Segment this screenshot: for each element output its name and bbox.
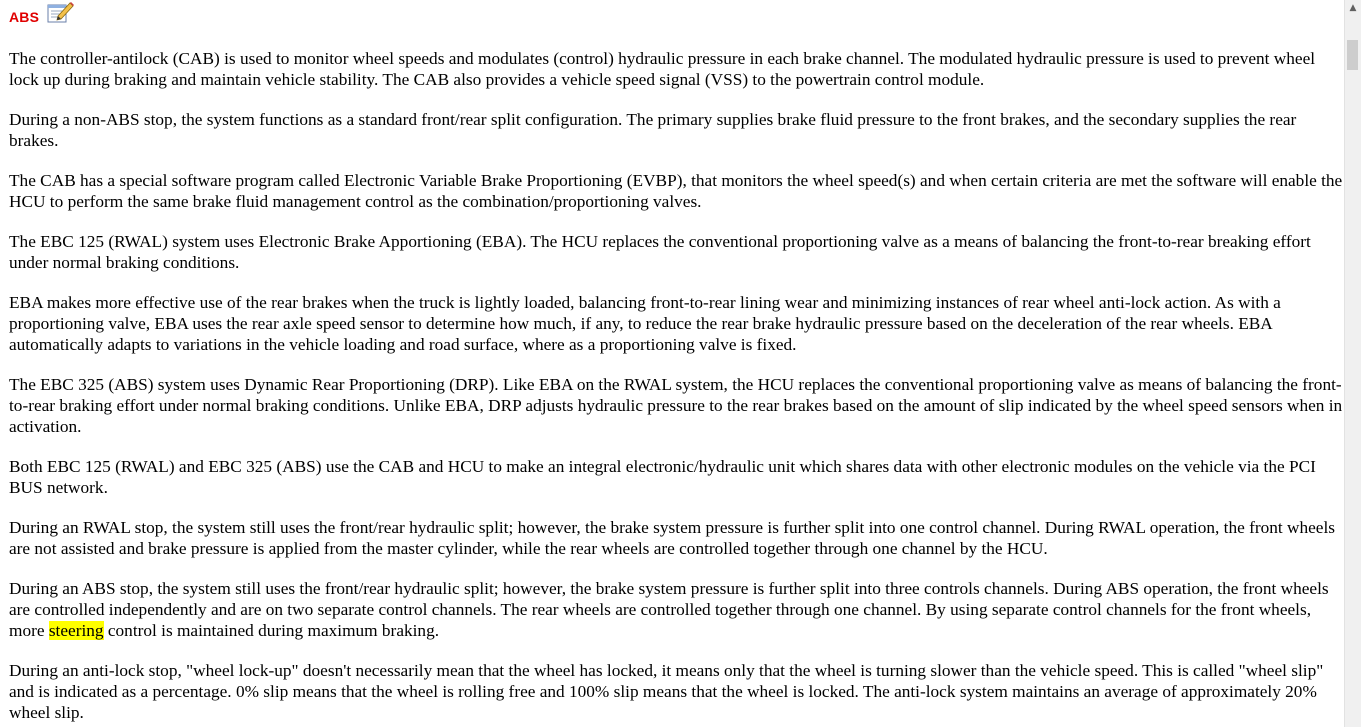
paragraph-ebc125: The EBC 125 (RWAL) system uses Electronic Brake Apportioning (EBA). The HCU replaces the conventional proportioning valve as a means of balancing the front-to-rear breaking effort under normal braking conditions. [9,232,1311,272]
section-header [9,0,1345,30]
paragraph-abs-stop [9,578,1345,641]
paragraph-anti-lock-stop: During an anti-lock stop, "wheel lock-up" doesn't necessarily mean that the wheel has locked, it means only that the wheel is turning slower than the vehicle speed. This is called "wheel slip" and is indicated as a percentage. 0% slip means that the wheel is rolling free and 100% slip means that the wheel is locked. The anti-lock system maintains an average of approximately 20% wheel slip. [9,661,1324,722]
paragraph-cab-overview: The controller-antilock (CAB) is used to monitor wheel speeds and modulates (control) hydraulic pressure in each brake channel. The modulated hydraulic pressure is used to prevent wheel lock up during braking and maintain vehicle stability. The CAB also provides a vehicle speed signal (VSS) to the powertrain control module. [9,49,1316,89]
paragraph-ebc325: The EBC 325 (ABS) system uses Dynamic Rear Proportioning (DRP). Like EBA on the RWAL system, the HCU replaces the conventional proportioning valve as means of balancing the front-to-rear braking effort under normal braking conditions. Unlike EBA, DRP adjusts hydraulic pressure to the rear brakes based on the amount of slip indicated by the wheel speed sensors when in activation. [9,375,1343,436]
search-highlight: steering [48,621,104,640]
notepad-icon[interactable] [45,0,75,24]
paragraph-eba: EBA makes more effective use of the rear brakes when the truck is lightly loaded, balancing front-to-rear lining wear and minimizing instances of rear wheel anti-lock action. As with a proportioning valve, EBA uses the rear axle speed sensor to determine how much, if any, to reduce the rear brake hydraulic pressure based on the deceleration of the rear wheels. EBA automatically adapts to variations in the vehicle loading and road surface, where as a proportioning valve is fixed. [9,293,1281,354]
paragraph-rwal-stop: During an RWAL stop, the system still uses the front/rear hydraulic split; however, the brake system pressure is further split into one control channel. During RWAL operation, the front wheels are not assisted and brake pressure is applied from the master cylinder, while the rear wheels are controlled together through one channel by the HCU. [9,518,1335,558]
abs-stop-text: During an ABS stop, the system still uses the front/rear hydraulic split; however, the brake system pressure is further split into three controls channels. During ABS operation, the front wheels are controlled independently and are on two separate control channels. The rear wheels are controlled together through one channel. By using separate control channels for the front wheels, more [9,579,1329,640]
paragraph-non-abs-stop: During a non-ABS stop, the system functions as a standard front/rear split configuration. The primary supplies brake fluid pressure to the front brakes, and the secondary supplies the rear brakes. [9,110,1297,150]
vertical-scrollbar[interactable] [1344,0,1361,727]
document-content [9,0,1345,727]
scrollbar-thumb[interactable] [1347,40,1358,70]
scroll-up-arrow-icon[interactable]: ▲ [1349,3,1357,13]
section-title: ABS [9,9,40,25]
paragraph-evbp: The CAB has a special software program called Electronic Variable Brake Proportioning (EVBP), that monitors the wheel speed(s) and when certain criteria are met the software will enable the HCU to perform the same brake fluid management control as the combination/proportioning valves. [9,171,1343,211]
paragraph-pci-bus: Both EBC 125 (RWAL) and EBC 325 (ABS) use the CAB and HCU to make an integral electronic/hydraulic unit which shares data with other electronic modules on the vehicle via the PCI BUS network. [9,457,1316,497]
abs-stop-text-end: control is maintained during maximum braking. [103,621,440,640]
